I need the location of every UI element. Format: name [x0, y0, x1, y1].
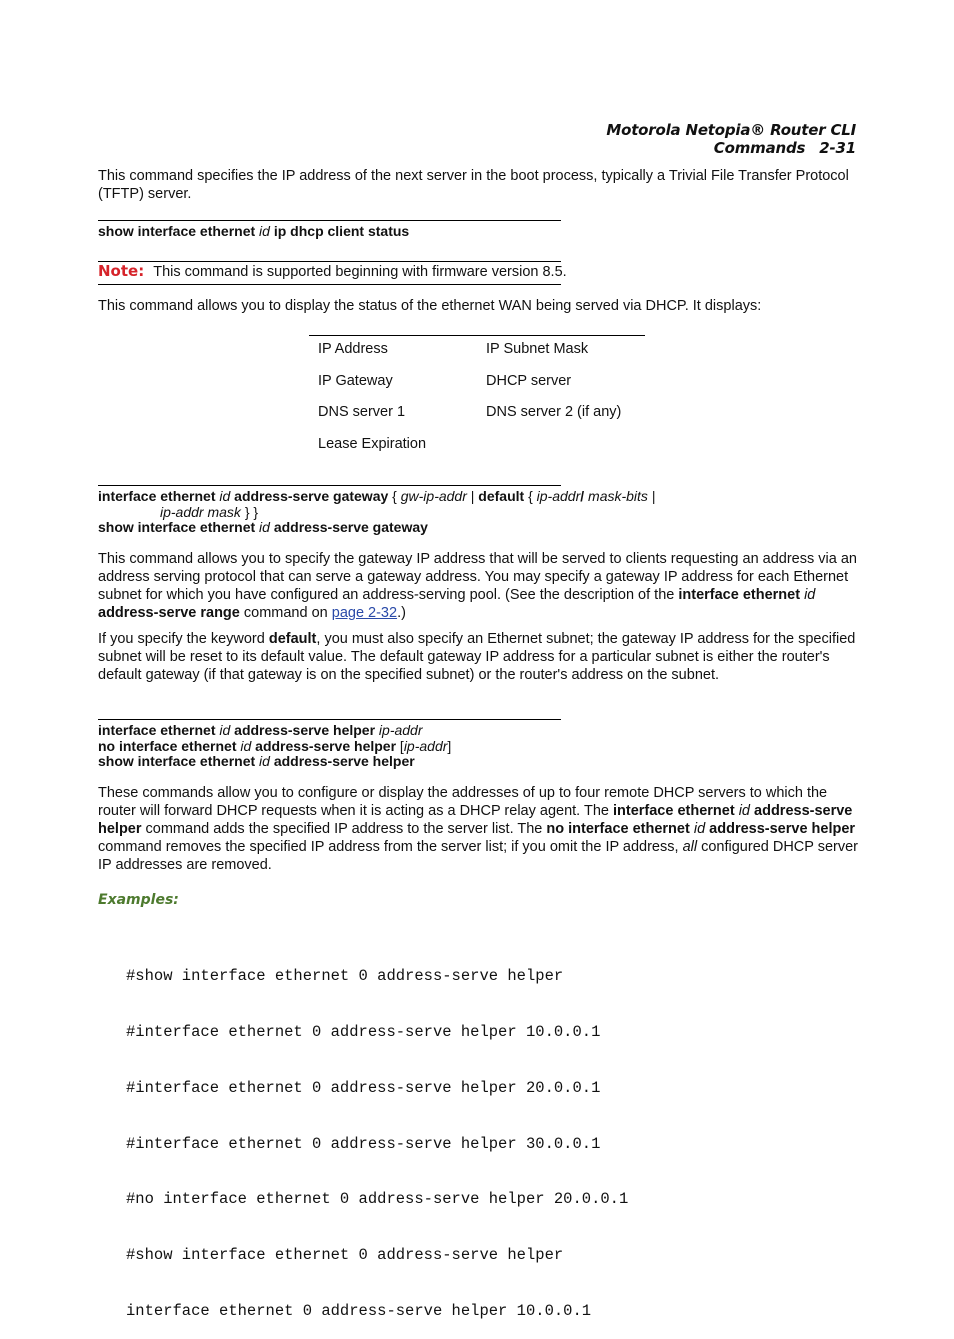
cmd-symbol: | [470, 488, 475, 504]
cmd-line [98, 505, 858, 521]
cmd-symbol: ] [447, 737, 452, 754]
text-run: , you must also specify an Ethernet subnet; the gateway IP address for the specified subnet will be reset to its default value. The default gateway IP address for a particular subnet is either the router's default gateway (if that gateway is on the specified subnet) or the router's address on the subnet. [98, 631, 856, 683]
text-bold: address-serve helper [98, 803, 853, 837]
intro-paragraph: This command specifies the IP address of the next server in the boot process, typically a Trivial File Transfer Protocol (TFTP) server. [98, 168, 849, 202]
text-bold: interface ethernet [678, 587, 801, 603]
running-header-title: Motorola Netopia® Router CLI Commands [606, 121, 856, 157]
page-number: 2-31 [819, 139, 856, 157]
helper-description [98, 784, 858, 874]
cmd-keyword: address-serve helper [234, 722, 376, 738]
text-run: .) [397, 605, 406, 621]
code-block [126, 930, 628, 1339]
status-table [318, 340, 648, 466]
section-rule [98, 719, 561, 720]
code-line: #show interface ethernet 0 address-serve helper [126, 1246, 564, 1265]
table-rule [309, 335, 645, 336]
table-cell: Lease Expiration [318, 435, 427, 452]
command-syntax-dhcp-status [98, 224, 409, 240]
note [98, 262, 567, 281]
command-syntax-gateway [98, 489, 858, 536]
text-run: If you specify the keyword [98, 631, 269, 647]
text-run: configured DHCP server IP addresses are removed. [98, 839, 858, 873]
cmd-keyword: address-serve helper [255, 737, 397, 754]
cmd-line [98, 489, 858, 505]
cmd-symbol: / [580, 488, 585, 504]
table-row [318, 340, 648, 372]
cmd-param: id [259, 753, 270, 769]
note-label: Note: [98, 262, 145, 280]
text-italic: id [693, 821, 706, 837]
cmd-keyword: address-serve gateway [234, 488, 389, 504]
cmd-param: id [219, 488, 231, 504]
text-bold: interface ethernet [612, 803, 735, 819]
code-line: #no interface ethernet 0 address-serve helper 20.0.0.1 [126, 1190, 629, 1209]
code-line: interface ethernet 0 address-serve helper 10.0.0.1 [126, 1301, 592, 1320]
cmd-param: ip-addr mask [160, 503, 241, 520]
gateway-description [98, 550, 858, 622]
table-cell: IP Subnet Mask [486, 341, 589, 357]
cmd-param: id [219, 722, 231, 738]
text-run: These commands allow you to configure or display the addresses of up to four remote DHCP servers to which the router will forward DHCP requests when it is acting as a DHCP relay agent. The [98, 785, 828, 819]
cmd-keyword: address-serve gateway [273, 519, 428, 535]
cmd-line [98, 739, 858, 755]
code-line: #show interface ethernet 0 address-serve helper [126, 967, 564, 986]
cmd-keyword: interface ethernet [98, 722, 216, 738]
running-header [500, 121, 856, 157]
cmd-param: id [259, 519, 270, 535]
cmd-line [98, 723, 858, 739]
default-description [98, 630, 858, 684]
cmd-line [98, 754, 858, 770]
cmd-keyword: show interface ethernet [98, 223, 256, 239]
cmd-symbol: { [392, 488, 397, 504]
cmd-keyword: show interface ethernet [98, 753, 256, 769]
cmd-line [98, 520, 858, 536]
section-rule [98, 485, 561, 486]
cmd-keyword: ip dhcp client status [273, 223, 410, 239]
cmd-keyword: interface ethernet [98, 488, 216, 504]
page-link[interactable]: page 2-32 [331, 605, 398, 621]
table-cell: DNS server 1 [318, 404, 406, 420]
cmd-param: id [259, 223, 270, 239]
cmd-param: gw-ip-addr [400, 488, 467, 504]
code-line: #interface ethernet 0 address-serve helper 20.0.0.1 [126, 1078, 601, 1097]
cmd-param: ip-addr [403, 737, 448, 754]
text-bold: address-serve range [98, 605, 240, 621]
code-line: #interface ethernet 0 address-serve helper 10.0.0.1 [126, 1022, 601, 1041]
cmd-keyword: show interface ethernet [98, 519, 256, 535]
text-run: command removes the specified IP address from the server list; if you omit the IP address, [98, 839, 683, 855]
text-bold: address-serve helper [709, 821, 856, 837]
text-italic: id [738, 803, 750, 819]
table-cell: IP Gateway [318, 372, 393, 389]
cmd-param: mask-bits [588, 488, 648, 504]
text-italic: id [804, 587, 816, 603]
note-rule-bottom [98, 284, 561, 285]
cmd-symbol: [ [399, 737, 404, 754]
cmd-param: ip-addr [536, 488, 581, 504]
cmd-keyword: no interface ethernet [98, 737, 237, 754]
text-bold: no interface ethernet [546, 821, 690, 837]
status-intro-paragraph: This command allows you to display the status of the ethernet WAN being served via DHCP. It displays: [98, 298, 762, 314]
command-syntax-helper [98, 723, 858, 770]
text-run: This command allows you to specify the gateway IP address that will be served to clients requesting an address via an address serving protocol that can serve a gateway address. You may specify a gateway IP address for each Ethernet subnet for which you have configured an address-serving pool. (See the description of the [98, 551, 857, 603]
cmd-symbol: } } [244, 503, 259, 520]
text-run: command adds the specified IP address to the server list. The [141, 821, 547, 837]
table-cell: DNS server 2 (if any) [486, 404, 622, 420]
table-row [318, 403, 648, 435]
cmd-param: ip-addr [378, 722, 423, 738]
code-line: #interface ethernet 0 address-serve helper 30.0.0.1 [126, 1134, 601, 1153]
cmd-symbol: | [651, 488, 656, 504]
cmd-symbol: { [528, 488, 533, 504]
cmd-keyword: address-serve helper [273, 753, 415, 769]
text-run: command on [239, 605, 332, 621]
text-italic: all [682, 839, 698, 855]
cmd-keyword: default [478, 488, 525, 504]
text-bold: default [268, 631, 317, 647]
table-row [318, 372, 648, 404]
examples-heading: Examples: [98, 892, 179, 908]
section-rule [98, 220, 561, 221]
table-cell: DHCP server [486, 372, 572, 389]
table-row [318, 435, 648, 467]
cmd-param: id [240, 737, 252, 754]
note-text: This command is supported beginning with firmware version 8.5. [153, 264, 567, 280]
table-cell: IP Address [318, 341, 388, 357]
